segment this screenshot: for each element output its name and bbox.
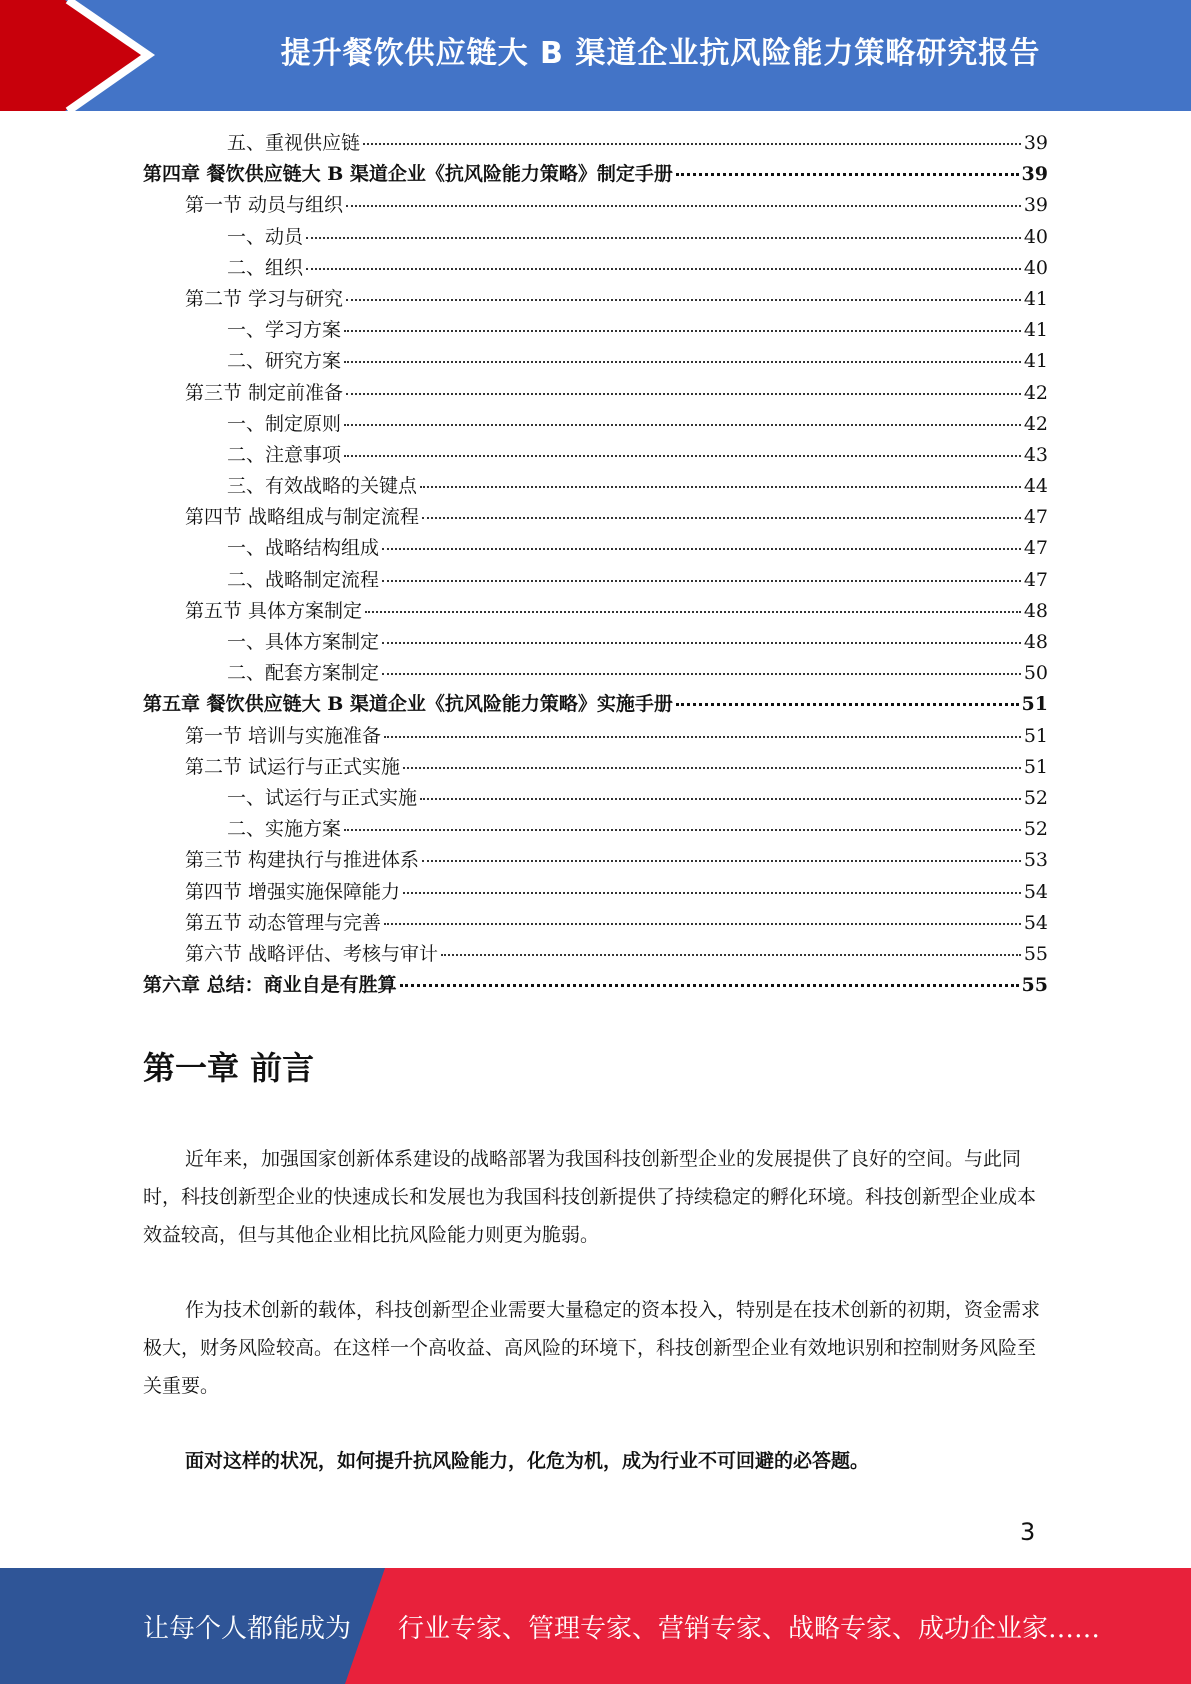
toc-page-number: 40	[1023, 225, 1048, 248]
toc-dot-leader	[382, 548, 1021, 550]
toc-entry-label: 第三节 构建执行与推进体系	[185, 849, 420, 872]
toc-page-number: 48	[1023, 631, 1048, 653]
toc-page-number: 51	[1021, 693, 1048, 716]
toc-dot-leader	[422, 517, 1021, 519]
toc-dot-leader	[382, 642, 1021, 644]
toc-entry-label: 二、研究方案	[227, 350, 342, 373]
footer-slogan-left: 让每个人都能成为	[143, 1614, 352, 1644]
toc-entry-label: 五、重视供应链	[227, 132, 361, 154]
toc-dot-leader	[363, 143, 1021, 145]
toc-page-number: 53	[1023, 849, 1048, 872]
toc-entry-label: 一、具体方案制定	[227, 631, 380, 653]
toc-subsection-entry[interactable]	[143, 128, 1048, 159]
toc-dot-leader	[441, 954, 1021, 956]
toc-entry-label: 二、战略制定流程	[227, 568, 380, 591]
toc-dot-leader	[344, 829, 1021, 831]
toc-section-entry[interactable]	[143, 845, 1048, 876]
toc-page-number: 41	[1023, 287, 1048, 310]
toc-entry-label: 第五章 餐饮供应链大 B 渠道企业《抗风险能力策略》实施手册	[143, 693, 673, 716]
toc-page-number: 47	[1023, 537, 1048, 560]
toc-entry-label: 二、配套方案制定	[227, 662, 380, 685]
toc-entry-label: 一、战略结构组成	[227, 537, 380, 560]
toc-section-entry[interactable]	[143, 502, 1048, 533]
page-footer	[0, 1568, 1191, 1684]
toc-page-number: 47	[1023, 506, 1048, 529]
toc-section-entry[interactable]	[143, 596, 1048, 627]
toc-section-entry[interactable]	[143, 908, 1048, 939]
toc-dot-leader	[382, 673, 1021, 675]
toc-entry-label: 一、试运行与正式实施	[227, 786, 418, 809]
toc-page-number: 51	[1023, 755, 1048, 778]
toc-page-number: 41	[1023, 319, 1048, 342]
toc-section-entry[interactable]	[143, 877, 1048, 908]
toc-page-number: 55	[1021, 974, 1048, 997]
toc-dot-leader	[384, 736, 1021, 738]
toc-page-number: 52	[1023, 786, 1048, 809]
toc-entry-label: 一、学习方案	[227, 319, 342, 342]
toc-entry-label: 二、注意事项	[227, 443, 342, 466]
toc-subsection-entry[interactable]	[143, 814, 1048, 845]
toc-page-number: 50	[1023, 662, 1048, 685]
toc-chapter-entry[interactable]	[143, 689, 1048, 720]
toc-section-entry[interactable]	[143, 190, 1048, 221]
toc-subsection-entry[interactable]	[143, 409, 1048, 440]
toc-entry-label: 一、动员	[227, 225, 304, 248]
toc-dot-leader	[344, 361, 1021, 363]
toc-section-entry[interactable]	[143, 378, 1048, 409]
toc-dot-leader	[344, 424, 1021, 426]
toc-dot-leader	[306, 237, 1021, 239]
toc-entry-label: 第四节 战略组成与制定流程	[185, 506, 420, 529]
toc-page-number: 44	[1023, 475, 1048, 498]
toc-page-number: 52	[1023, 818, 1048, 841]
toc-entry-label: 第四节 增强实施保障能力	[185, 880, 401, 903]
page-header	[0, 0, 1191, 111]
paragraph-3-emphasis: 面对这样的状况，如何提升抗风险能力，化危为机，成为行业不可回避的必答题。	[185, 1450, 870, 1472]
toc-dot-leader	[420, 798, 1021, 800]
toc-page-number: 43	[1023, 443, 1048, 466]
toc-page-number: 54	[1023, 911, 1048, 934]
toc-entry-label: 三、有效战略的关键点	[227, 475, 418, 498]
toc-dot-leader	[676, 173, 1019, 176]
toc-section-entry[interactable]	[143, 752, 1048, 783]
toc-dot-leader	[365, 611, 1021, 613]
toc-chapter-entry[interactable]	[143, 970, 1048, 1001]
toc-subsection-entry[interactable]	[143, 627, 1048, 658]
toc-entry-label: 一、制定原则	[227, 412, 342, 435]
toc-entry-label: 第六章 总结：商业自是有胜算	[143, 974, 397, 997]
toc-dot-leader	[676, 703, 1019, 706]
toc-page-number: 55	[1023, 942, 1048, 965]
toc-dot-leader	[346, 299, 1021, 301]
toc-dot-leader	[344, 330, 1021, 332]
toc-subsection-entry[interactable]	[143, 783, 1048, 814]
toc-page-number: 39	[1021, 163, 1048, 186]
toc-dot-leader	[346, 393, 1021, 395]
toc-entry-label: 第三节 制定前准备	[185, 381, 344, 404]
footer-slogan-right: 行业专家、管理专家、营销专家、战略专家、成功企业家……	[398, 1614, 1101, 1644]
toc-subsection-entry[interactable]	[143, 346, 1048, 377]
paragraph-1: 近年来，加强国家创新体系建设的战略部署为我国科技创新型企业的发展提供了良好的空间。与此同时，科技创新型企业的快速成长和发展也为我国科技创新提供了持续稳定的孵化环境。科技创新型企业成本效益较高，但与其他企业相比抗风险能力则更为脆弱。	[143, 1148, 1037, 1246]
toc-dot-leader	[382, 580, 1021, 582]
toc-entry-label: 第二节 学习与研究	[185, 287, 344, 310]
toc-page-number: 39	[1023, 132, 1048, 154]
toc-entry-label: 第五节 具体方案制定	[185, 599, 363, 622]
toc-page-number: 42	[1023, 381, 1048, 404]
toc-dot-leader	[306, 268, 1021, 270]
toc-dot-leader	[403, 892, 1021, 894]
chapter-title: 第一章 前言	[143, 1049, 315, 1087]
toc-page-number: 42	[1023, 412, 1048, 435]
report-title: 提升餐饮供应链大 B 渠道企业抗风险能力策略研究报告	[280, 36, 1041, 71]
toc-dot-leader	[420, 486, 1021, 488]
toc-entry-label: 第二节 试运行与正式实施	[185, 755, 401, 778]
toc-section-entry[interactable]	[143, 284, 1048, 315]
toc-dot-leader	[346, 205, 1021, 207]
toc-section-entry[interactable]	[143, 939, 1048, 970]
table-of-contents	[143, 128, 1048, 1001]
toc-entry-label: 第五节 动态管理与完善	[185, 911, 382, 934]
page-number: 3	[1020, 1518, 1036, 1546]
toc-entry-label: 第一节 培训与实施准备	[185, 724, 382, 747]
toc-page-number: 51	[1023, 724, 1048, 747]
toc-entry-label: 二、组织	[227, 256, 304, 279]
toc-subsection-entry[interactable]	[143, 440, 1048, 471]
toc-dot-leader	[400, 984, 1019, 987]
toc-entry-label: 第一节 动员与组织	[185, 194, 344, 217]
toc-page-number: 41	[1023, 350, 1048, 373]
toc-page-number: 54	[1023, 880, 1048, 903]
toc-page-number: 47	[1023, 568, 1048, 591]
toc-subsection-entry[interactable]	[143, 471, 1048, 502]
toc-dot-leader	[344, 455, 1021, 457]
toc-entry-label: 第六节 战略评估、考核与审计	[185, 942, 439, 965]
toc-subsection-entry[interactable]	[143, 533, 1048, 564]
toc-subsection-entry[interactable]	[143, 658, 1048, 689]
toc-dot-leader	[384, 923, 1021, 925]
toc-subsection-entry[interactable]	[143, 222, 1048, 253]
toc-page-number: 40	[1023, 256, 1048, 279]
toc-page-number: 48	[1023, 599, 1048, 622]
toc-entry-label: 二、实施方案	[227, 818, 342, 841]
toc-subsection-entry[interactable]	[143, 315, 1048, 346]
toc-chapter-entry[interactable]	[143, 159, 1048, 190]
toc-page-number: 39	[1023, 194, 1048, 217]
toc-subsection-entry[interactable]	[143, 565, 1048, 596]
toc-dot-leader	[403, 767, 1021, 769]
paragraph-2: 作为技术创新的载体，科技创新型企业需要大量稳定的资本投入，特别是在技术创新的初期，资金需求极大，财务风险较高。在这样一个高收益、高风险的环境下，科技创新型企业有效地识别和控制财务风险至关重要。	[143, 1299, 1041, 1397]
toc-section-entry[interactable]	[143, 721, 1048, 752]
toc-dot-leader	[422, 860, 1021, 862]
toc-subsection-entry[interactable]	[143, 253, 1048, 284]
toc-entry-label: 第四章 餐饮供应链大 B 渠道企业《抗风险能力策略》制定手册	[143, 163, 673, 186]
